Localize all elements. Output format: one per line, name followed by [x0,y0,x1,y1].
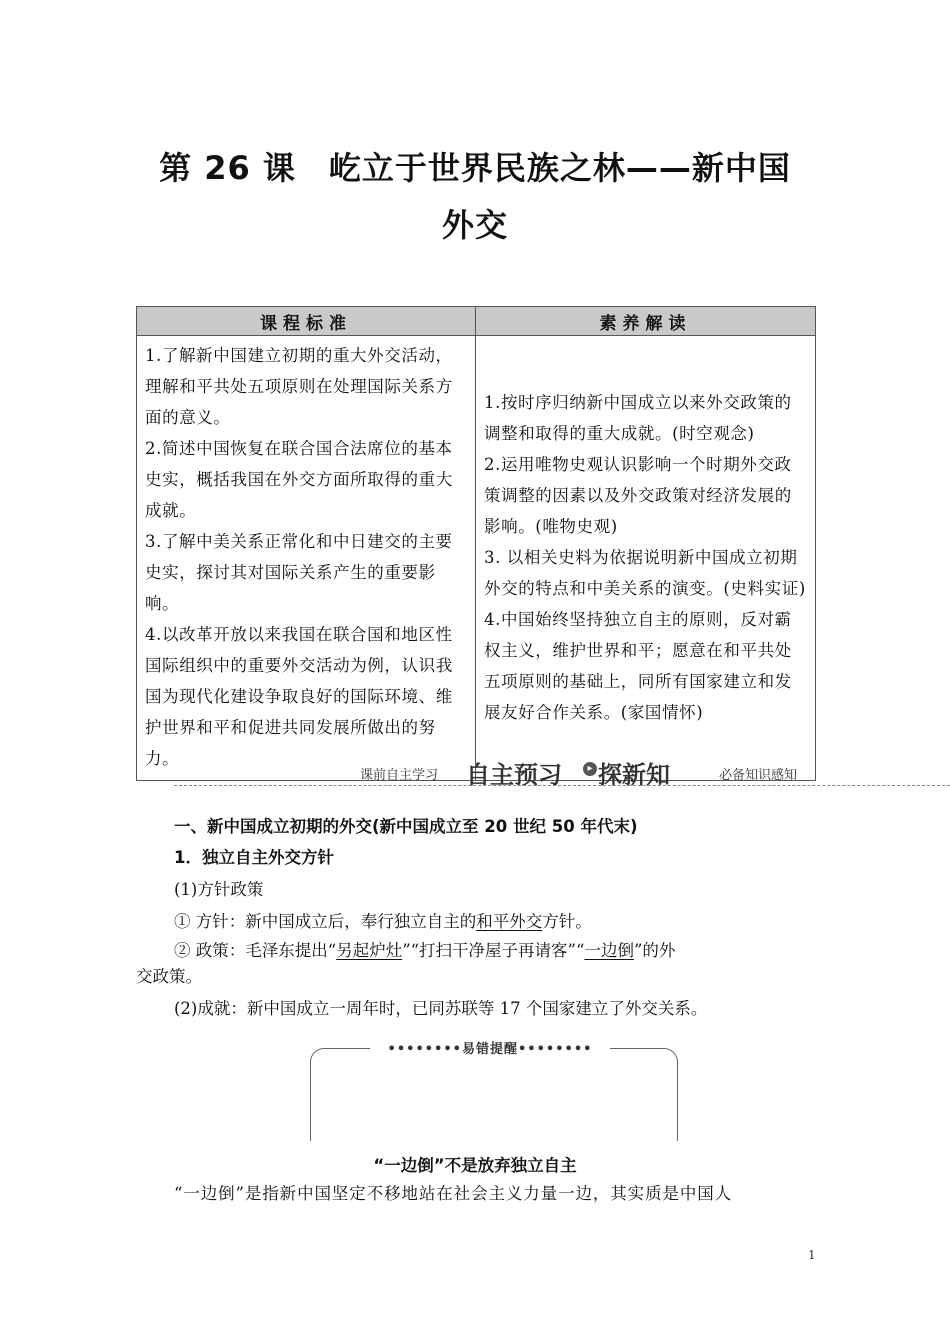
tip-text: “一边倒”是指新中国坚定不移地站在社会主义力量一边，其实质是中国人 [174,1184,733,1203]
page-title-line1: 第 26 课 屹立于世界民族之林——新中国 [159,149,791,187]
paragraph-policy [174,910,854,934]
page-title-line2: 外交 [441,206,508,244]
sub-heading: (1)方针政策 [174,880,264,899]
tip-title: “一边倒”不是放弃独立自主 [373,1156,577,1175]
page-number: 1 [808,1248,816,1262]
underlined-text: 另起炉灶 [336,941,403,960]
subsection-heading: 1．独立自主外交方针 [174,848,334,867]
text-span: ”的外 [633,941,676,960]
paragraph-achievement [174,997,854,1021]
text-span: 方针。 [542,912,592,931]
standards-table [136,306,816,781]
tip-frame [310,1048,678,1141]
underlined-text: 和平外交 [476,912,543,931]
section-banner [174,755,950,787]
standard-item: 4.以改革开放以来我国在联合国和地区性国际组织中的重要外交活动为例，认识我国为现代化建设争取良好的国际环境、维护世界和平和促进共同发展所做出的努力。 [145,625,453,768]
banner-left-text: 课前自主学习 [360,768,439,783]
banner-main-text-2: 探新知 [598,761,670,789]
literacy-item: 1.按时序归纳新中国成立以来外交政策的调整和取得的重大成就。(时空观念) [484,392,792,443]
banner-right-text: 必备知识感知 [719,768,798,783]
banner-main-text-1: 自主预习 [466,761,562,789]
section-heading: 一、新中国成立初期的外交(新中国成立至 20 世纪 50 年代末) [174,817,638,836]
text-span: ”“打扫干净屋子再请客”“ [402,941,585,960]
text-span: ② 政策：毛泽东提出“ [174,941,337,960]
tip-box [310,1038,678,1138]
header-literacy-interpretation: 素养解读 [476,307,816,336]
literacy-interpretation-cell [476,336,816,781]
tip-label: ••••••••易错提醒•••••••• [370,1038,610,1057]
standard-item: 1.了解新中国建立初期的重大外交活动，理解和平共处五项原则在处理国际关系方面的意义。 [145,346,453,427]
literacy-item: 4.中国始终坚持独立自主的原则，反对霸权主义，维护世界和平；愿意在和平共处五项原则的基础上，同所有国家建立和发展友好合作关系。(家国情怀) [484,609,792,722]
arrow-icon: ▸ [583,762,597,776]
underlined-text: 一边倒 [584,941,634,960]
banner-divider [174,785,950,786]
literacy-item: 2.运用唯物史观认识影响一个时期外交政策调整的因素以及外交政策对经济发展的影响。(唯物史观) [484,454,792,536]
literacy-item: 3. 以相关史料为依据说明新中国成立初期外交的特点和中美关系的演变。(史料实证) [484,547,806,598]
text-span: ① 方针：新中国成立后，奉行独立自主的 [174,912,477,931]
header-curriculum-standard: 课程标准 [137,307,476,336]
text-span: 新中国成立一周年时，已同苏联等 17 个国家建立了外交关系。 [246,999,708,1018]
standard-item: 2.简述中国恢复在联合国合法席位的基本史实，概括我国在外交方面所取得的重大成就。 [145,439,453,520]
paragraph-policies-cont: 交政策。 [136,967,202,986]
standard-item: 3.了解中美关系正常化和中日建交的主要史实，探讨其对国际关系产生的重要影响。 [145,532,453,613]
text-span: (2)成就： [174,999,247,1018]
curriculum-standard-cell [137,336,476,781]
paragraph-policies [174,939,854,963]
